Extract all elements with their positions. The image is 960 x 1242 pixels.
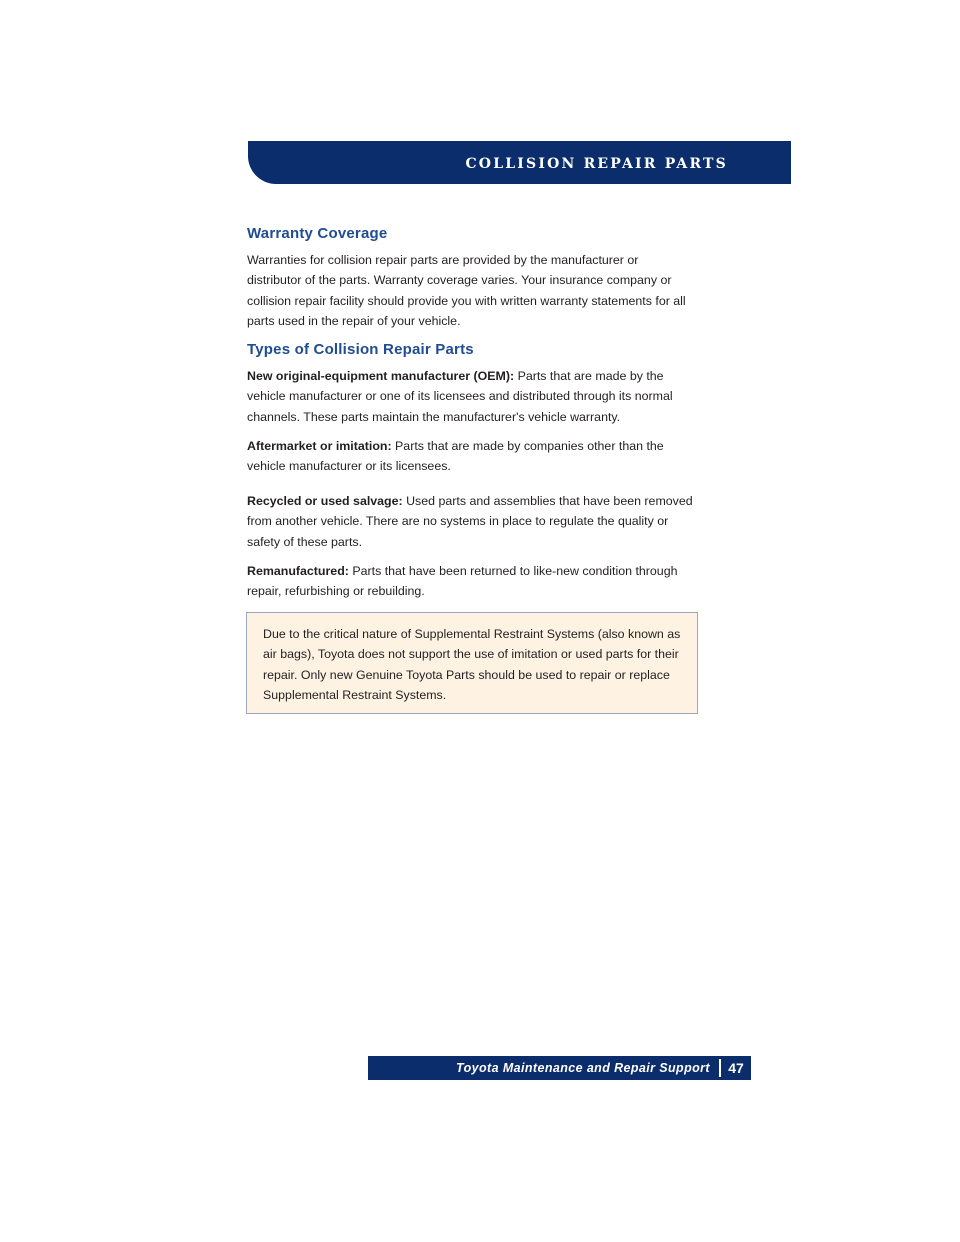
- part-type-recycled: [247, 491, 695, 552]
- part-type-description: Parts that have been returned to like-new condition through repair, refurbishing or rebuilding.: [247, 564, 678, 599]
- page-number: 47: [728, 1060, 744, 1076]
- warranty-body: Warranties for collision repair parts are provided by the manufacturer or distributor of the parts. Warranty coverage varies. Your insurance company or collision repair facility should provide you with written warranty statements for all parts used in the repair of your vehicle.: [247, 253, 686, 328]
- types-heading: Types of Collision Repair Parts: [247, 341, 474, 358]
- part-type-term: Recycled or used salvage:: [247, 494, 403, 508]
- part-type-term: New original-equipment manufacturer (OEM):: [247, 369, 515, 383]
- part-type-description: Parts that are made by companies other than the vehicle manufacturer or its licensees.: [247, 439, 664, 474]
- part-type-oem: [247, 366, 695, 427]
- part-type-description: Parts that are made by the vehicle manufacturer or one of its licensees and distributed through its normal channels. These parts maintain the manufacturer's vehicle warranty.: [247, 369, 673, 424]
- part-type-term: Aftermarket or imitation:: [247, 439, 392, 453]
- part-type-term: Remanufactured:: [247, 564, 349, 578]
- srs-callout-box: [246, 612, 698, 714]
- part-type-description: Used parts and assemblies that have been removed from another vehicle. There are no systems in place to regulate the quality or safety of these parts.: [247, 494, 693, 549]
- part-type-aftermarket: [247, 436, 695, 477]
- footer-title: Toyota Maintenance and Repair Support: [456, 1061, 710, 1075]
- page-footer-bar: [368, 1056, 751, 1080]
- part-type-remanufactured: [247, 561, 695, 602]
- srs-callout-text: Due to the critical nature of Supplemental Restraint Systems (also known as air bags), Toyota does not support the use of imitation or used parts for their repair. Only new Genuine Toyota Parts should be used to repair or replace Supplemental Restraint Systems.: [263, 627, 681, 702]
- warranty-heading: Warranty Coverage: [247, 225, 388, 242]
- section-header-banner: [248, 141, 791, 184]
- section-title: COLLISION REPAIR PARTS: [465, 155, 728, 172]
